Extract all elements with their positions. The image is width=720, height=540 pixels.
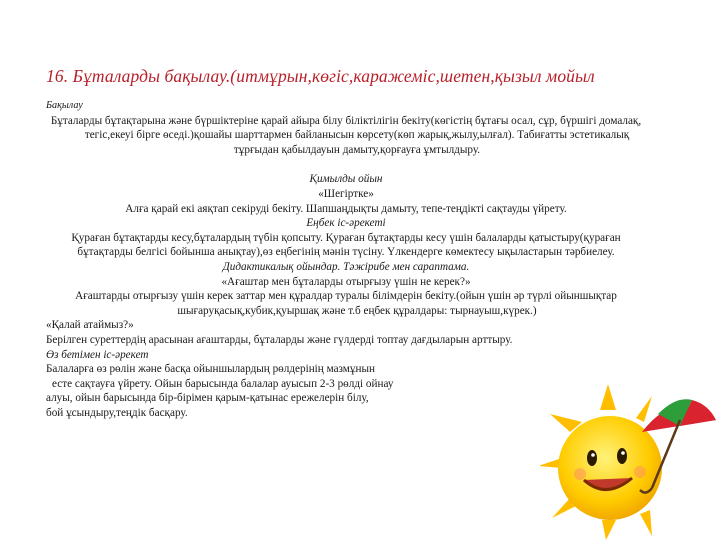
sun-face (558, 416, 662, 520)
labor-activity-description: Қураған бұтақтарды кесу,бұталардың түбін қопсыту. Қураған бұтақтарды кесу үшін балаларды қатыстыру(қураған бұтақтарды белгісі бойынша анықтау),өз еңбегінің мәнін түсіну. Үлкендерге көмектесу ықыластарын тәрбиелеу. (71, 231, 621, 259)
labor-activity-heading: Еңбек іс-әрекеті (306, 217, 386, 230)
spacer (46, 157, 646, 172)
outdoor-game-heading: Қимылды ойын (309, 173, 383, 186)
naming-game-title: «Қалай атаймыз?» (46, 319, 134, 332)
sun-with-umbrella-illustration (540, 380, 720, 540)
left-eye (587, 450, 597, 466)
outdoor-game-description: Алға қарай екі аяқтап секіруді бекіту. Шапшаңдықты дамыту, тепе-теңдікті сақтауды үйрету. (125, 202, 567, 215)
outdoor-game-name: «Шегіртке» (318, 187, 374, 200)
independent-activity-heading: Өз бетімен іс-әрекет (46, 348, 149, 361)
didactic-game-description: Ағаштарды отырғызу үшін керек заттар мен құралдар туралы білімдерін бекіту.(ойын үшін әр түрлі ойыншықтар шығаруқасық,кубик,қуыршақ және т.б еңбек құралдары: тырнауыш,күрек.) (75, 290, 617, 317)
naming-game-description: Берілген суреттердің арасынан ағаштарды, бұталарды және гүлдерді топтау дағдыларын арттыру. (46, 333, 513, 346)
observation-intro: Бұталарды бұтақтарына және бүршіктеріне қарай айыра білу біліктілігін бекіту(көгістің бұтағы осал, сұр, бүршігі домалақ, тегіс,екеуі бірге өседі.)қошайы шарттармен байланысын көрсету(көп жарық,жылу,ылғал). Табиғатты эстетикалық тұрғыдан қабылдауын дамыту,қорғауға ұмтылдыру. (50, 114, 642, 156)
independent-activity-line: Балаларға өз рөлін және басқа ойыншылардың рөлдерінің мазмұнын (46, 363, 375, 376)
observation-subhead: Бақылау (46, 100, 83, 111)
didactic-game-name: «Ағаштар мен бұталарды отырғызу үшін не керек?» (221, 275, 471, 288)
lesson-content (46, 99, 646, 420)
didactic-games-heading: Дидактикалық ойындар. Тәжірибе мен сараптама. (222, 260, 470, 273)
independent-activity-line: бой ұсындыру,теңдік басқару. (46, 406, 188, 419)
page-title: 16. Бұталарды бақылау.(итмұрын,көгіс,каражеміс,шетен,қызыл мойыл (46, 66, 595, 86)
independent-activity-line: есте сақтауға үйрету. Ойын барысында балалар ауысып 2-3 рөлді ойнау (52, 377, 394, 390)
independent-activity-line: алуы, ойын барысында бір-бірімен қарым-қатынас ережелерін білу, (46, 392, 369, 405)
right-eye (617, 448, 627, 464)
